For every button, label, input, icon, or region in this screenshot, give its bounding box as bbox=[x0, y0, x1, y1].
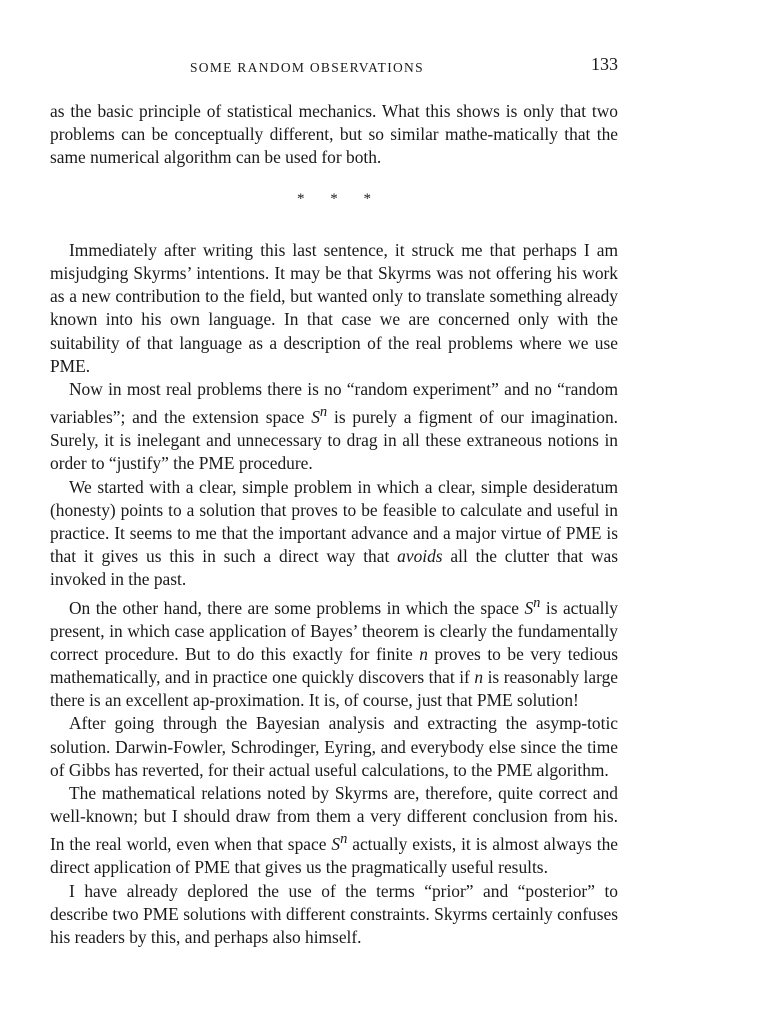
paragraph-1: as the basic principle of statistical mechanics. What this shows is only that two problems can be conceptually different, but so similar mathe-matically that the same numerical algorithm can be used for both. bbox=[50, 101, 618, 168]
math-symbol: n bbox=[533, 594, 541, 611]
paragraph-6: After going through the Bayesian analysis and extracting the asymp-totic solution. Darwin-Fowler, Schrodinger, Eyring, and everybody else since the time of Gibbs has reverted, for their actual useful calculations, to the PME algorithm. bbox=[50, 713, 618, 780]
body-text bbox=[50, 100, 618, 949]
paragraph-7 bbox=[50, 782, 618, 880]
page-header bbox=[50, 54, 618, 80]
text-run: is reasonably large there is an excellent ap-proximation. It is, of course, just that PME solution! bbox=[50, 667, 618, 711]
section-separator: * * * bbox=[297, 190, 371, 207]
text-run: actually exists, it is almost always the direct application of PME that gives us the pragmatically useful results. bbox=[50, 834, 618, 878]
text-run: proves to be very tedious mathematically, and in practice one quickly discovers that if bbox=[50, 643, 618, 688]
text-run: is purely a figment of our imagination. Surely, it is inelegant and unnecessary to drag in all these extraneous notions in order to “justify” the PME procedure. bbox=[50, 407, 618, 474]
paragraph-5 bbox=[50, 592, 618, 713]
text-run: On the other hand, there are some problems in which the space bbox=[69, 597, 525, 618]
paragraph-3 bbox=[50, 378, 618, 476]
math-symbol: S bbox=[524, 597, 534, 618]
math-symbol: n bbox=[319, 404, 328, 421]
math-symbol: S bbox=[311, 407, 320, 428]
math-symbol: n bbox=[419, 643, 428, 664]
paragraph-8: I have already deplored the use of the terms “prior” and “posterior” to describe two PME solutions with different constraints. Skyrms certainly confuses his readers by this, and perhaps also himself. bbox=[50, 880, 618, 948]
math-symbol: S bbox=[331, 834, 341, 855]
running-head: SOME RANDOM OBSERVATIONS bbox=[190, 60, 424, 75]
paragraph-2: Immediately after writing this last sentence, it struck me that perhaps I am misjudging Skyrms’ intentions. It may be that Skyrms was not offering his work as a new contribution to the field, but wanted only to translate something already known into his own language. In that case we are concerned only with the suitability of that language as a description of the real problems where we use PME. bbox=[50, 239, 618, 376]
text-run: all the clutter that was invoked in the past. bbox=[50, 546, 619, 590]
text-run: The mathematical relations noted by Skyrms are, therefore, quite correct and well-known; but I should draw from them a very different conclusion from his. In the real world, even when that space bbox=[50, 783, 618, 855]
math-symbol: n bbox=[474, 667, 484, 688]
text-run: is actually present, in which case application of Bayes’ theorem is clearly the fundamentally correct procedure. But to do this exactly for finite bbox=[50, 597, 618, 664]
text-run: We started with a clear, simple problem in which a clear, simple desideratum (honesty) points to a solution that proves to be feasible to calculate and useful in practice. It seems to me that the important advance and a major virtue of PME is that it gives us this in such a direct way that bbox=[50, 476, 618, 567]
math-symbol: n bbox=[340, 831, 348, 848]
emphasis: avoids bbox=[397, 546, 443, 567]
text-run: Now in most real problems there is no “random experiment” and no “random variables”; and the extension space bbox=[50, 379, 618, 428]
page-number: 133 bbox=[591, 54, 618, 74]
paragraph-4 bbox=[50, 476, 618, 592]
